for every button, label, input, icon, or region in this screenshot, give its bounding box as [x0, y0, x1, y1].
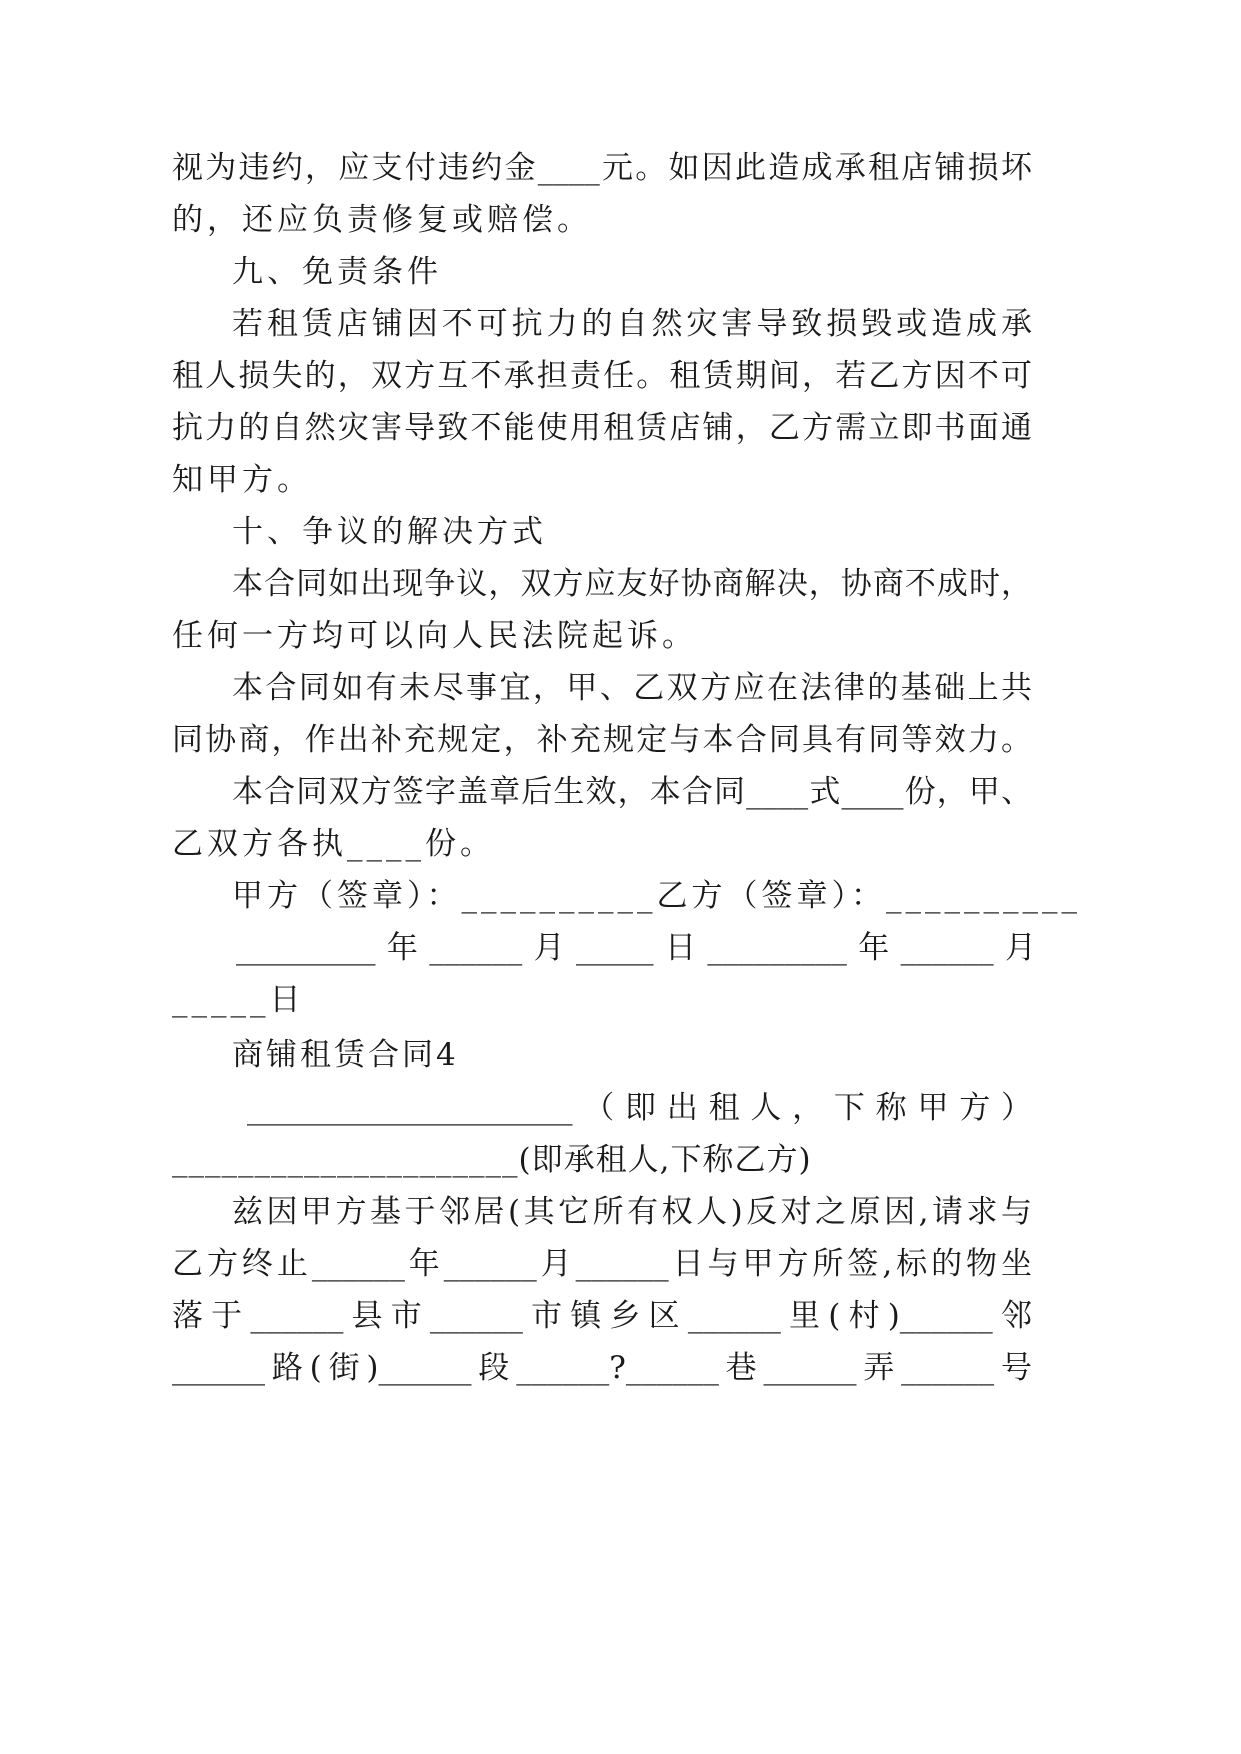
party-line: _____________________(即承租人,下称乙方): [172, 1142, 812, 1178]
party-line: _____________________（即出租人，下称甲方）: [247, 1090, 1032, 1126]
text-line: 视为违约，应支付违约金____元。如因此造成承租店铺损坏: [172, 150, 1032, 186]
text-line: 抗力的自然灾害导致不能使用租赁店铺，乙方需立即书面通: [172, 410, 1032, 446]
text-line: 本合同如出现争议，双方应友好协商解决，协商不成时，: [232, 566, 1032, 602]
text-line: 本合同双方签字盖章后生效，本合同____式____份，甲、: [232, 774, 1032, 810]
section-heading: 九、免责条件: [232, 254, 442, 290]
text-line: 若租赁店铺因不可抗力的自然灾害导致损毁或造成承: [232, 306, 1032, 342]
text-line: 任何一方均可以向人民法院起诉。: [172, 618, 697, 654]
date-line: _________年______月_____日_________年______月: [236, 930, 1036, 966]
section-heading: 十、争议的解决方式: [232, 514, 547, 550]
text-line: 租人损失的，双方互不承担责任。租赁期间，若乙方因不可: [172, 358, 1032, 394]
text-line: 本合同如有未尽事宜，甲、乙双方应在法律的基础上共: [232, 670, 1032, 706]
text-line: 乙方终止______年______月______日与甲方所签,标的物坐: [172, 1246, 1032, 1282]
date-line: _____日: [172, 982, 305, 1018]
text-line: 同协商，作出补充规定，补充规定与本合同具有同等效力。: [172, 722, 1032, 758]
text-line: ______路(街)______段______?______巷______弄______号: [172, 1350, 1032, 1386]
section-title: 商铺租赁合同4: [232, 1037, 459, 1073]
text-line: 落于______县市______市镇乡区______里(村)______邻: [172, 1298, 1032, 1334]
signature-line: 甲方（签章）：__________乙方（签章）：__________: [232, 878, 1081, 914]
text-line: 乙双方各执____份。: [172, 826, 495, 862]
text-line: 兹因甲方基于邻居(其它所有权人)反对之原因,请求与: [232, 1194, 1032, 1230]
text-line: 知甲方。: [172, 462, 312, 498]
text-line: 的，还应负责修复或赔偿。: [172, 202, 592, 238]
